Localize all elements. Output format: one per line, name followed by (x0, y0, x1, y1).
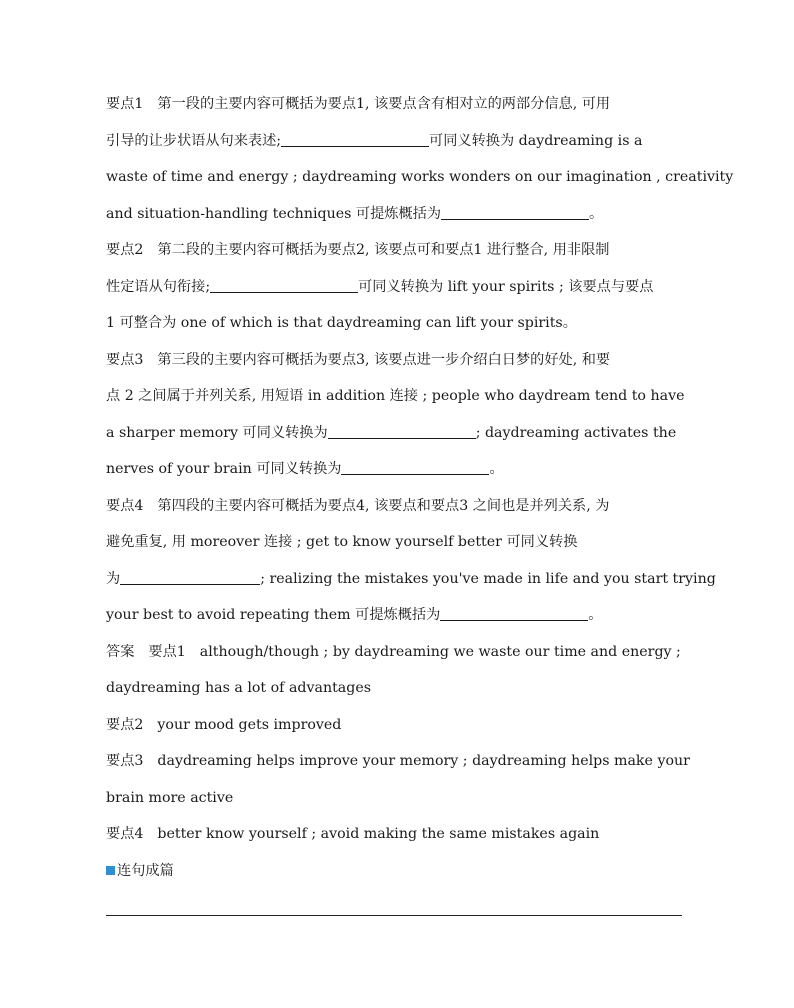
writing-line[interactable] (106, 915, 682, 916)
answer-line-2: daydreaming has a lot of advantages (106, 680, 372, 696)
answer-line-6: 要点4 better know yourself ; avoid making the same mistakes again (106, 826, 600, 842)
answer-heading: 答案 (106, 643, 135, 660)
point-1-line-3: waste of time and energy ; daydreaming works wonders on our imagination , creativity (106, 169, 734, 185)
point-2-label: 要点2 (106, 242, 144, 258)
point-4-line-3: 为 ; realizing the mistakes you've made in life and you start trying (106, 561, 686, 598)
answer-blank[interactable] (210, 276, 358, 293)
answer-blank[interactable] (441, 203, 589, 220)
point-4-line-2: 避免重复, 用 moreover 连接 ; get to know yourself better 可同义转换 (106, 534, 578, 550)
document-body (106, 86, 734, 889)
point-4-line-1: 要点4 第四段的主要内容可概括为要点4, 该要点和要点3 之间也是并列关系, 为 (106, 497, 610, 514)
answer-line-1: 答案 要点1 although/though ; by daydreaming we waste our time and energy ; (106, 643, 681, 660)
answer-blank[interactable] (341, 458, 489, 475)
point-3-line-2: 点 2 之间属于并列关系, 用短语 in addition 连接 ; people who daydream tend to have (106, 388, 685, 404)
point-3-line-3: a sharper memory 可同义转换为 ; daydreaming activates the (106, 415, 686, 452)
point-3-line-4: nerves of your brain 可同义转换为 。 (106, 451, 686, 488)
answer-blank[interactable] (328, 422, 476, 439)
answer-line-5: brain more active (106, 789, 234, 806)
square-bullet-icon (106, 866, 115, 875)
point-3-line-1: 要点3 第三段的主要内容可概括为要点3, 该要点进一步介绍白日梦的好处, 和要 (106, 351, 611, 368)
answer-blank[interactable] (440, 604, 588, 621)
point-1-line-2: 引导的让步状语从句来表述; 可同义转换为 daydreaming is a (106, 123, 686, 160)
point-4-label: 要点4 (106, 497, 144, 514)
point-3-label: 要点3 (106, 351, 144, 368)
point-2-line-1: 要点2 第二段的主要内容可概括为要点2, 该要点可和要点1 进行整合, 用非限制 (106, 242, 610, 258)
section-heading (106, 853, 686, 890)
point-4-line-4: your best to avoid repeating them 可提炼概括为 。 (106, 597, 686, 634)
point-1-line-4: and situation-handling techniques 可提炼概括为 。 (106, 196, 686, 233)
answer-line-3: 要点2 your mood gets improved (106, 716, 342, 733)
answer-blank[interactable] (120, 568, 260, 585)
point-1-label: 要点1 (106, 96, 144, 112)
answer-blank[interactable] (281, 130, 429, 147)
point-2-line-3: 1 可整合为 one of which is that daydreaming can lift your spirits。 (106, 315, 577, 331)
point-1-line-1: 要点1 第一段的主要内容可概括为要点1, 该要点含有相对立的两部分信息, 可用 (106, 96, 611, 112)
point-2-line-2: 性定语从句衔接; 可同义转换为 lift your spirits ; 该要点与要点 (106, 269, 686, 306)
section-title: 连句成篇 (117, 862, 174, 879)
answer-line-4: 要点3 daydreaming helps improve your memory ; daydreaming helps make your (106, 753, 690, 769)
